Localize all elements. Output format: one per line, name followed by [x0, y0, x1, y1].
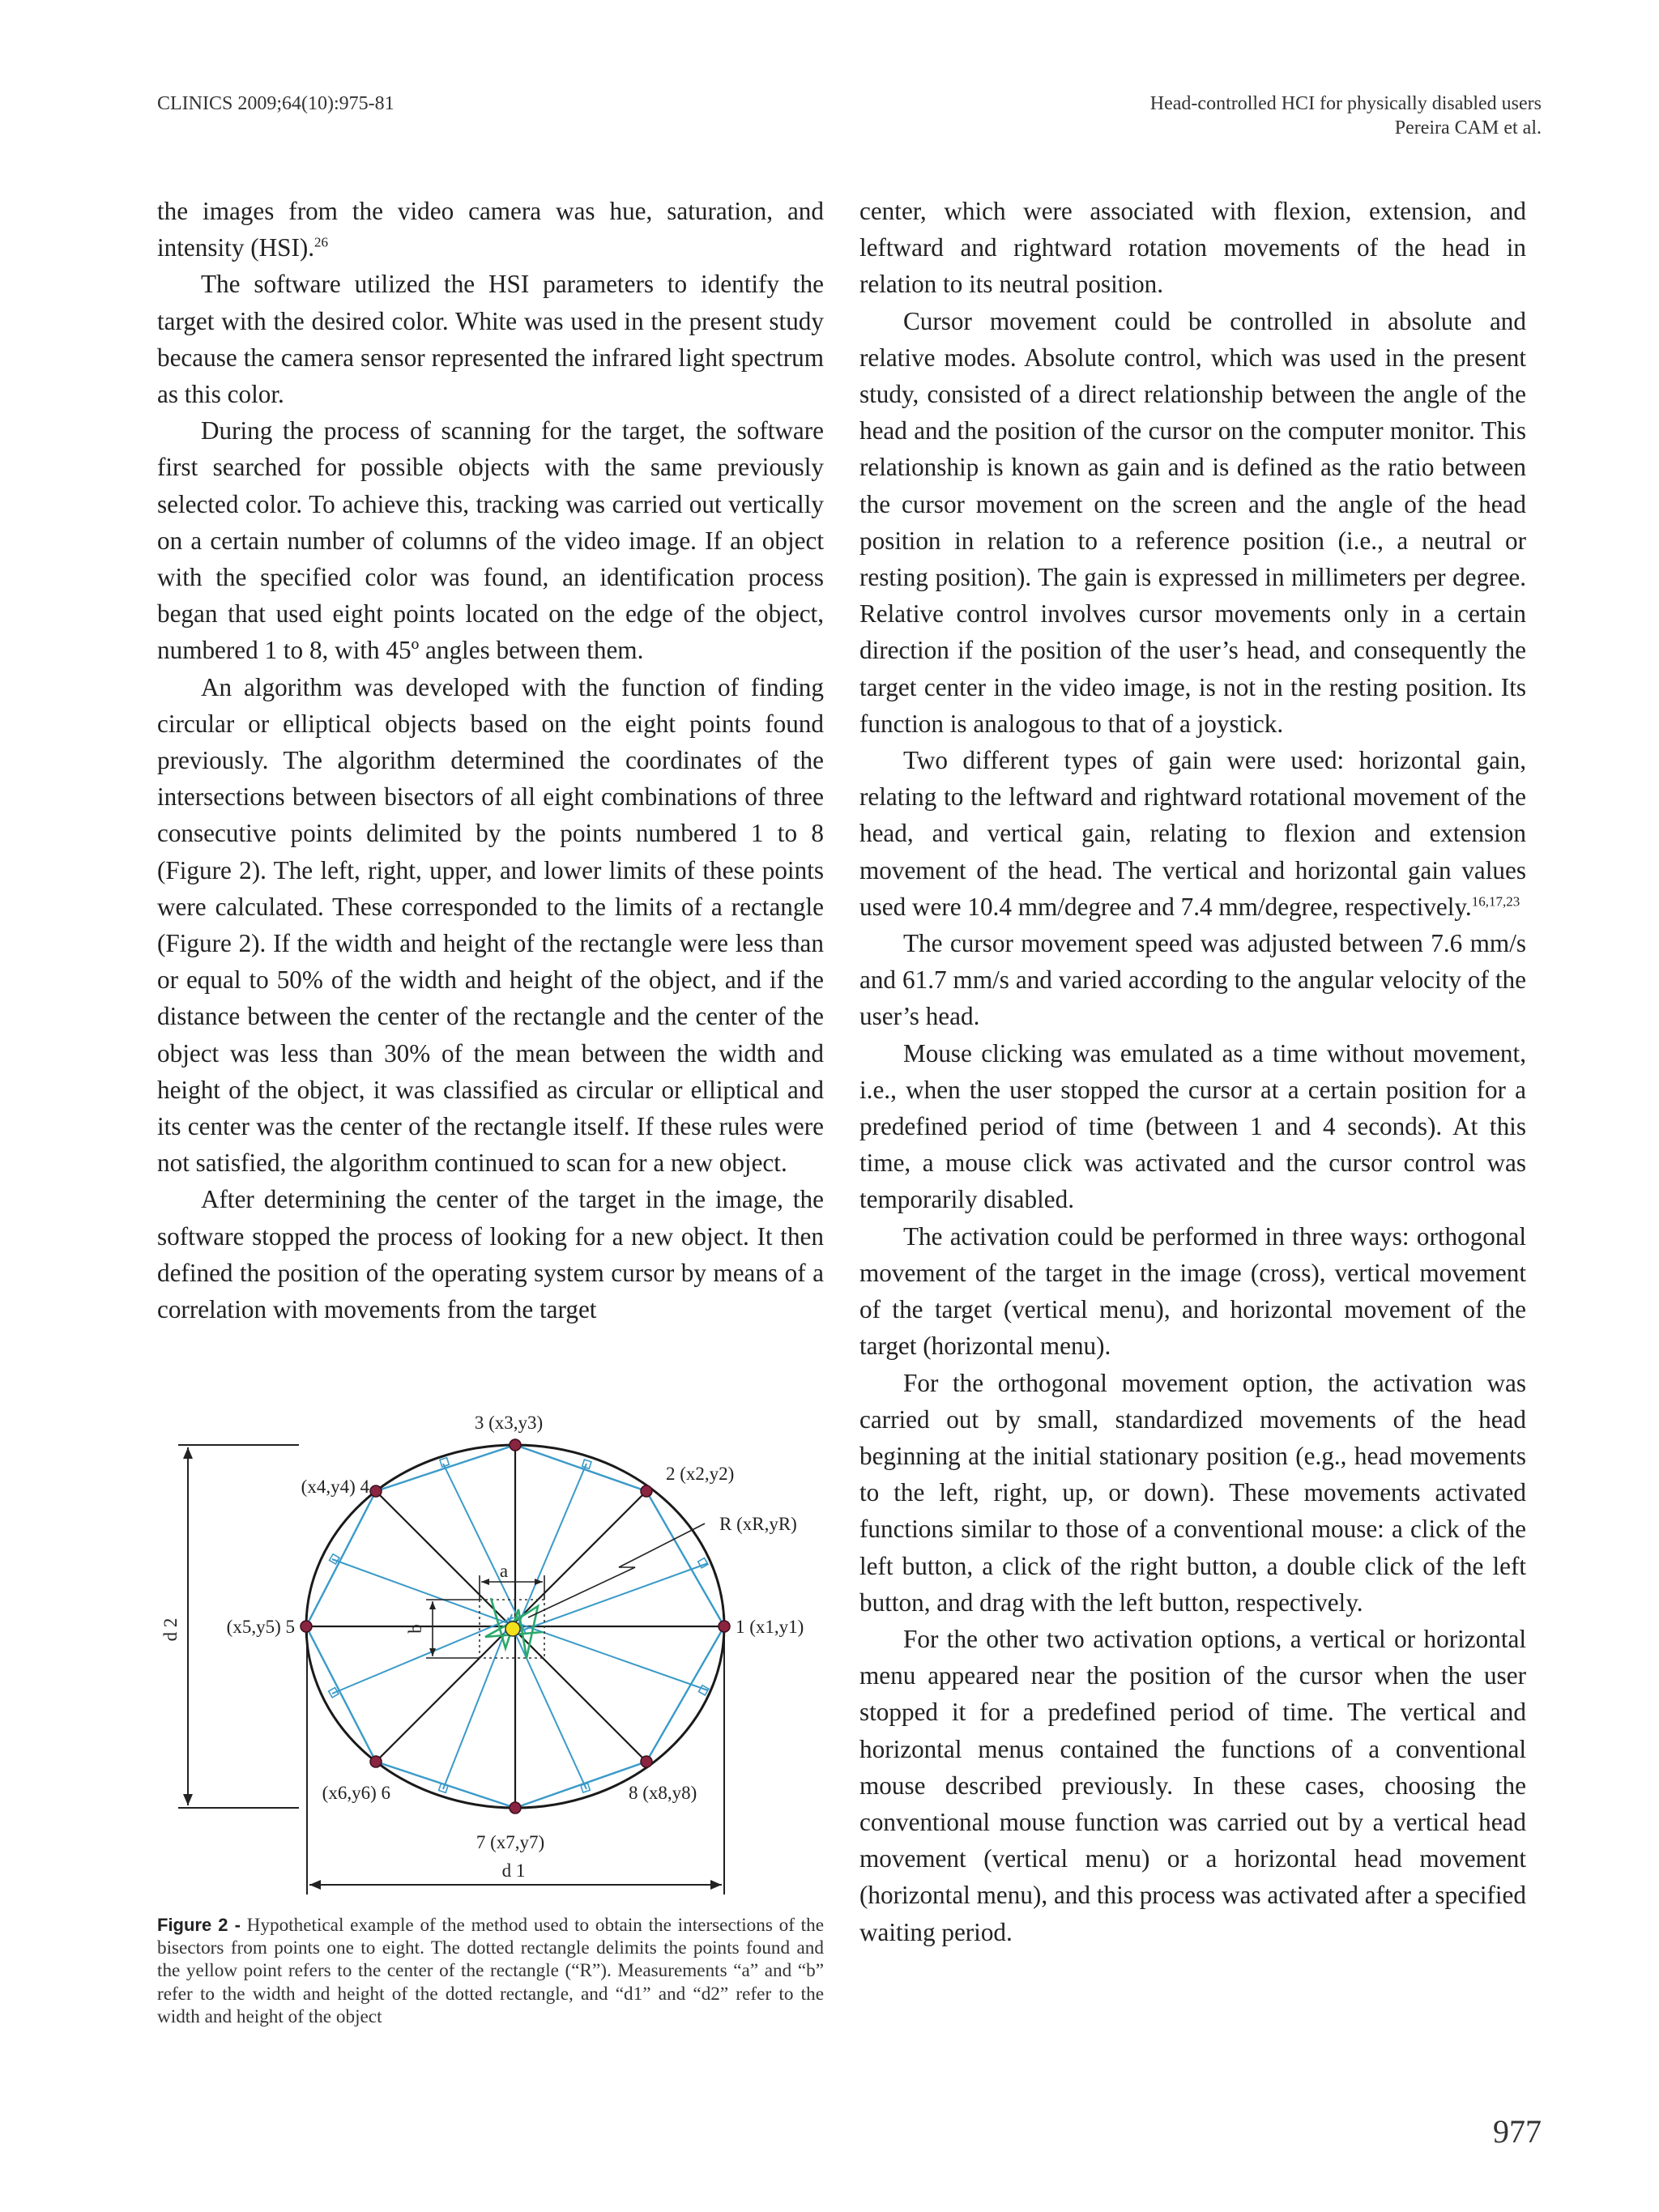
left-column [157, 193, 824, 1328]
point-2-label: 2 (x2,y2) [666, 1464, 735, 1484]
b-label: b [405, 1624, 425, 1634]
authors: Pereira CAM et al. [1394, 117, 1542, 139]
rectangle-center-point [505, 1622, 520, 1636]
right-column [859, 193, 1526, 1950]
point-4-label: (x4,y4) 4 [301, 1477, 369, 1497]
paragraph: Mouse clicking was emulated as a time without movement, i.e., when the user stopped the cursor at a certain position for a predefined period of time (between 1 and 4 seconds). At this time, a mouse click was activated and the cursor control was temporarily disabled. [859, 1038, 1526, 1214]
d1-label: d 1 [501, 1860, 526, 1881]
point-3-label: 3 (x3,y3) [474, 1413, 544, 1433]
figure-caption [157, 1914, 824, 2028]
paragraph: During the process of scanning for the target, the software first searched for possible objects with the same previously selected color. To achieve this, tracking was carried out vertically on a certain number of columns of the video image. If an object with the specified color was found, an identification process began that used eight points located on the edge of the object, numbered 1 to 8, with 45º angles between them. [157, 416, 824, 665]
caption-text: Hypothetical example of the method used to obtain the intersections of the bisectors from points one to eight. The dotted rectangle delimits the points found and the yellow point refers to the center of the rectangle (“R”). Measurements “a” and “b” refer to the width and height of the dotted rectangle, and “d1” and “d2” refer to the width and height of the object [157, 1915, 824, 2027]
citation-ref: 16,17,23 [1471, 893, 1520, 910]
citation-ref: 26 [314, 234, 329, 250]
point-1-label: 1 (x1,y1) [736, 1617, 804, 1637]
center-r-label: R (xR,yR) [719, 1514, 797, 1534]
point-8-label: 8 (x8,y8) [629, 1783, 697, 1803]
page-number: 977 [1493, 2113, 1542, 2150]
paragraph: After determining the center of the target in the image, the software stopped the process of looking for a new object. It then defined the position of the operating system cursor by means of a correlation with movements from the target [157, 1185, 824, 1324]
figure-2-diagram [157, 1405, 824, 1912]
a-label: a [499, 1561, 509, 1581]
caption-label: Figure 2 - [157, 1915, 241, 1935]
journal-citation: CLINICS 2009;64(10):975-81 [157, 93, 394, 114]
point-5-label: (x5,y5) 5 [226, 1617, 295, 1637]
running-title: Head-controlled HCI for physically disabled users [1149, 93, 1542, 114]
paragraph: For the other two activation options, a vertical or horizontal menu appeared near the position of the cursor when the user stopped it for a predefined period of time. The vertical and horizontal menus contained the functions of a conventional mouse described previously. In these cases, choosing the conventional mouse function was carried out by a vertical head movement (vertical menu) or a horizontal head movement (horizontal menu), and this process was activated after a specified waiting period. [859, 1624, 1526, 1946]
paragraph: center, which were associated with flexion, extension, and leftward and rightward rotation movements of the head in relation to its neutral position. [859, 197, 1526, 299]
paragraph: The software utilized the HSI parameters to identify the target with the desired color. White was used in the present study because the camera sensor represented the infrared light spectrum as this color. [157, 270, 824, 409]
ellipse-diagram [157, 1405, 824, 1912]
paragraph: Cursor movement could be controlled in absolute and relative modes. Absolute control, which was used in the present study, consisted of a direct relationship between the angle of the head and the position of the cursor on the computer monitor. This relationship is known as gain and is defined as the ratio between the cursor movement on the screen and the angle of the head position in relation to a reference position (i.e., a neutral or resting position). The gain is expressed in millimeters per degree. Relative control involves cursor movements only in a certain direction if the position of the user’s head, and consequently the target center in the video image, is not in the resting position. Its function is analogous to that of a joystick. [859, 306, 1526, 738]
d2-label: d 2 [160, 1617, 181, 1642]
paragraph: Two different types of gain were used: horizontal gain, relating to the leftward and rightward rotational movement of the head, and vertical gain, relating to flexion and extension movement of the head. The vertical and horizontal gain values used were 10.4 mm/degree and 7.4 mm/degree, respectively.$^{16,17,23}$ [859, 746, 1526, 921]
b-dimension [426, 1600, 480, 1658]
running-header [1150, 92, 1542, 140]
point-6-label: (x6,y6) 6 [322, 1783, 390, 1803]
paragraph: An algorithm was developed with the function of finding circular or elliptical objects based on the eight points found previously. The algorithm determined the coordinates of the intersections between bisectors of all eight combinations of three consecutive points delimited by the points numbered 1 to 8 (Figure 2). The left, right, upper, and lower limits of these points were calculated. These corresponded to the limits of a rectangle (Figure 2). If the width and height of the rectangle were less than or equal to 50% of the width and height of the object, and if the distance between the center of the rectangle and the center of the object was less than 30% of the mean between the width and height of the object, it was classified as circular or elliptical and its center was the center of the rectangle itself. If these rules were not satisfied, the algorithm continued to scan for a new object. [157, 672, 824, 1178]
paragraph: the images from the video camera was hue, saturation, and intensity (HSI).$^{26}$ [157, 197, 824, 262]
paragraph: For the orthogonal movement option, the activation was carried out by small, standardized movements of the head beginning at the initial stationary position (e.g., head movements to the left, right, up, or down). These movements activated functions similar to those of a conventional mouse: a click of the left button, a click of the right button, a double click of the left button, and drag with the left button, respectively. [859, 1368, 1526, 1617]
point-7-label: 7 (x7,y7) [476, 1832, 545, 1852]
paragraph: The cursor movement speed was adjusted between 7.6 mm/s and 61.7 mm/s and varied according to the angular velocity of the user’s head. [859, 929, 1526, 1031]
paragraph: The activation could be performed in three ways: orthogonal movement of the target in the image (cross), vertical movement of the target (vertical menu), and horizontal movement of the target (horizontal menu). [859, 1221, 1526, 1361]
